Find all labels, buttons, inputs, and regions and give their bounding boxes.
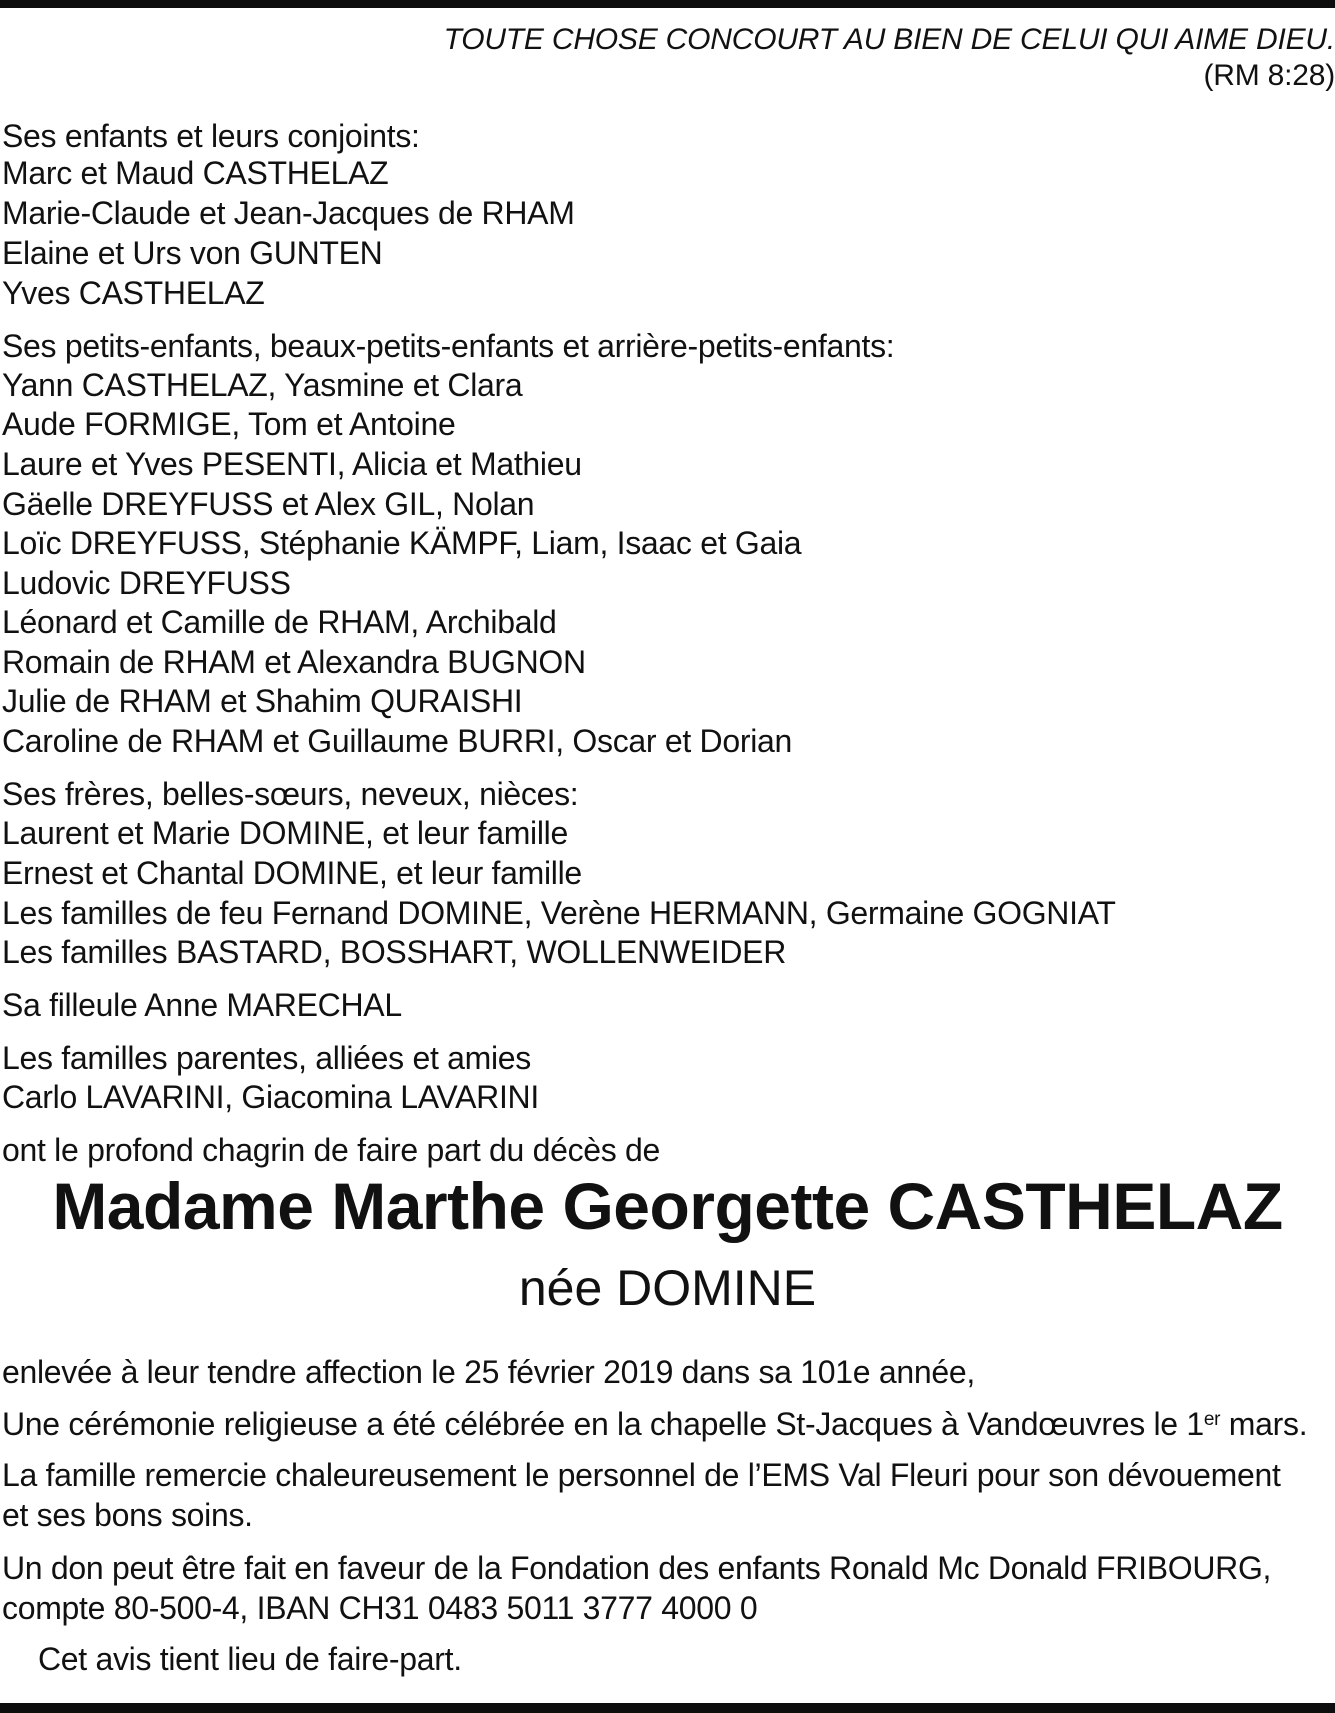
sibling-name: Ernest et Chantal DOMINE, et leur famille: [2, 855, 582, 891]
siblings-heading: Ses frères, belles-sœurs, neveux, nièces:: [2, 776, 579, 812]
grandchild-name: Caroline de RHAM et Guillaume BURRI, Oscar et Dorian: [2, 723, 793, 759]
grandchild-name: Julie de RHAM et Shahim QURAISHI: [2, 683, 523, 719]
bottom-border: [0, 1703, 1335, 1713]
donation-line: Un don peut être fait en faveur de la Fondation des enfants Ronald Mc Donald FRIBOURG,: [2, 1550, 1272, 1586]
ceremony-text: Une cérémonie religieuse a été célébrée en la chapelle St-Jacques à Vandœuvres le 1: [2, 1406, 1204, 1442]
top-border: [0, 0, 1335, 8]
maiden-name: née DOMINE: [518, 1260, 817, 1316]
verse-text: TOUTE CHOSE CONCOURT AU BIEN DE CELUI QUI AIME DIEU.: [443, 23, 1335, 56]
relatives-heading: Les familles parentes, alliées et amies: [2, 1040, 532, 1076]
sibling-name: Les familles BASTARD, BOSSHART, WOLLENWEIDER: [2, 934, 787, 970]
child-name: Marc et Maud CASTHELAZ: [2, 155, 389, 191]
grandchild-name: Gäelle DREYFUSS et Alex GIL, Nolan: [2, 486, 535, 522]
grandchild-name: Romain de RHAM et Alexandra BUGNON: [2, 644, 586, 680]
ceremony-ordinal: er: [1203, 1409, 1221, 1430]
deceased-name: Madame Marthe Georgette CASTHELAZ: [52, 1169, 1283, 1243]
announcement: ont le profond chagrin de faire part du décès de: [2, 1132, 661, 1168]
grandchildren-heading: Ses petits-enfants, beaux-petits-enfants et arrière-petits-enfants:: [2, 328, 895, 364]
grandchild-name: Léonard et Camille de RHAM, Archibald: [2, 604, 557, 640]
goddaughter: Sa filleule Anne MARECHAL: [2, 987, 402, 1023]
ceremony-end: mars.: [1220, 1406, 1308, 1442]
closing-note: Cet avis tient lieu de faire-part.: [38, 1641, 462, 1677]
thanks-line: et ses bons soins.: [2, 1497, 253, 1533]
bible-verse: [444, 22, 1335, 94]
grandchild-name: Ludovic DREYFUSS: [2, 565, 291, 601]
child-name: Yves CASTHELAZ: [2, 275, 265, 311]
sibling-name: Les familles de feu Fernand DOMINE, Verène HERMANN, Germaine GOGNIAT: [2, 895, 1116, 931]
death-notice: enlevée à leur tendre affection le 25 février 2019 dans sa 101e année,: [2, 1354, 975, 1390]
sibling-name: Laurent et Marie DOMINE, et leur famille: [2, 815, 568, 851]
children-heading: Ses enfants et leurs conjoints:: [2, 118, 420, 154]
verse-reference: (RM 8:28): [1203, 59, 1335, 92]
grandchild-name: Yann CASTHELAZ, Yasmine et Clara: [2, 367, 523, 403]
grandchild-name: Aude FORMIGE, Tom et Antoine: [2, 406, 456, 442]
ceremony-notice: [2, 1406, 1307, 1442]
thanks-line: La famille remercie chaleureusement le personnel de l’EMS Val Fleuri pour son dévouement: [2, 1457, 1281, 1493]
child-name: Elaine et Urs von GUNTEN: [2, 235, 383, 271]
relative-name: Carlo LAVARINI, Giacomina LAVARINI: [2, 1079, 539, 1115]
grandchild-name: Loïc DREYFUSS, Stéphanie KÄMPF, Liam, Isaac et Gaia: [2, 525, 802, 561]
grandchild-name: Laure et Yves PESENTI, Alicia et Mathieu: [2, 446, 582, 482]
child-name: Marie-Claude et Jean-Jacques de RHAM: [2, 195, 575, 231]
donation-line: compte 80-500-4, IBAN CH31 0483 5011 3777 4000 0: [2, 1590, 758, 1626]
